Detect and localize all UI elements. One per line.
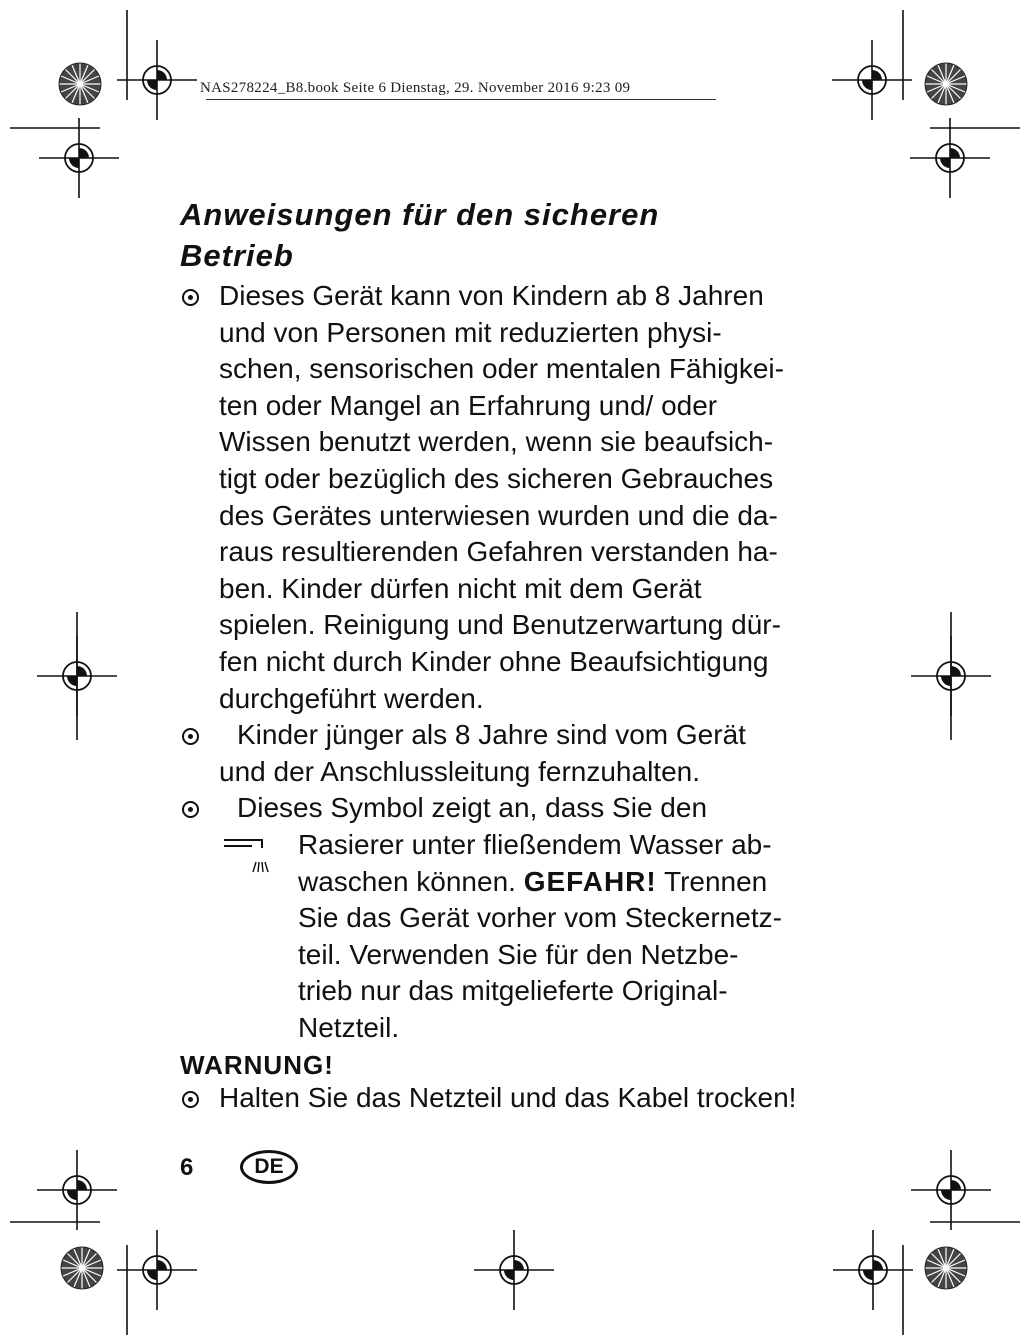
registration-crosshair-icon [37,1150,117,1230]
list-item-text [219,278,840,717]
text-line: durchgeführt werden. [219,682,484,714]
text-line: und von Personen mit reduzierten physi- [219,316,722,348]
running-water-shower-icon [222,834,270,878]
text-line: raus resultierenden Gefahren verstanden ha- [219,536,778,568]
text-line [219,864,840,901]
registration-crosshair-icon [117,40,197,120]
circle-dot-bullet-icon [182,1091,199,1108]
text-line: spielen. Reinigung und Benutzerwartung dür- [219,609,781,641]
text-line: Halten Sie das Netzteil und das Kabel trocken! [219,1082,797,1114]
text-line: tigt oder bezüglich des sicheren Gebrauches [219,462,774,494]
text-line: Dieses Symbol zeigt an, dass Sie den [237,792,708,824]
book-file-header: NAS278224_B8.book Seite 6 Dienstag, 29. November 2016 9:23 09 [200,80,631,96]
header-rule [206,99,716,100]
page-number: 6 [180,1154,194,1181]
registration-crosshair-icon [833,1230,913,1310]
color-wheel-icon [925,63,967,105]
section-title-line: Betrieb [180,238,294,273]
warning-heading: WARNUNG! [180,1050,334,1081]
list-item [180,717,840,790]
registration-crosshair-icon [910,118,990,198]
registration-crosshair-icon [911,1150,991,1230]
color-wheel-icon [59,63,101,105]
text-line: Kinder jünger als 8 Jahre sind vom Gerät [237,719,746,751]
text-line: ben. Kinder dürfen nicht mit dem Gerät [219,572,702,604]
registration-crosshair-icon [39,118,119,198]
list-item [180,1080,840,1117]
text-line: Wissen benutzt werden, wenn sie beaufsich- [219,426,774,458]
section-title [180,194,840,276]
text-line: Sie das Gerät vorher vom Steckernetz- [298,902,782,934]
text-fragment: Trennen [664,865,768,897]
registration-crosshair-icon [832,40,912,120]
list-item-text [219,790,840,1046]
text-line: trieb nur das mitgelieferte Original- [298,975,728,1007]
list-item [180,790,840,1046]
page-content [180,194,840,1117]
text-line: ten oder Mangel an Erfahrung und/ oder [219,389,718,421]
section-title-line: Anweisungen für den sicheren [180,197,660,232]
registration-crosshair-icon [474,1230,554,1310]
text-fragment: waschen können. [298,865,516,897]
list-item [180,278,840,717]
text-line: und der Anschlussleitung fernzuhalten. [219,755,700,787]
color-wheel-icon [61,1247,103,1289]
danger-label: GEFAHR! [523,865,657,897]
text-line: Rasierer unter fließendem Wasser ab- [298,828,772,860]
registration-crosshair-icon [117,1230,197,1310]
list-item-text [219,1080,840,1117]
text-line: fen nicht durch Kinder ohne Beaufsichtigung [219,645,769,677]
text-line: Dieses Gerät kann von Kindern ab 8 Jahren [219,280,764,311]
text-line: des Gerätes unterwiesen wurden und die da- [219,499,778,531]
circle-dot-bullet-icon [182,289,199,306]
color-wheel-icon [925,1247,967,1289]
list-item-text [219,717,840,790]
text-line: schen, sensorischen oder mentalen Fähigkei- [219,353,784,385]
text-line: Netzteil. [298,1011,400,1043]
circle-dot-bullet-icon [182,728,199,745]
language-badge: DE [240,1150,298,1184]
text-line: teil. Verwenden Sie für den Netzbe- [298,938,739,970]
circle-dot-bullet-icon [182,801,199,818]
